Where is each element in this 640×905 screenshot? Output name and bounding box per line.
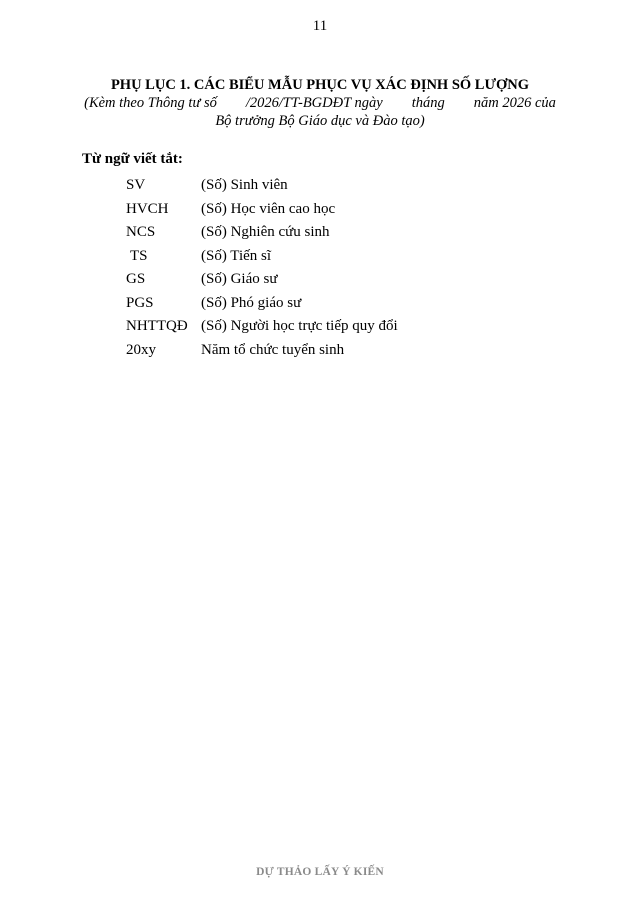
list-item [126, 315, 398, 339]
abbreviation-term: NCS [126, 224, 156, 240]
list-item [126, 268, 398, 292]
list-item [126, 292, 398, 316]
abbreviation-term: TS [130, 247, 148, 264]
list-item [126, 221, 398, 245]
abbreviation-definition: (Số) Học viên cao học [201, 200, 336, 217]
abbreviation-term: GS [126, 271, 146, 287]
abbreviation-definition: (Số) Người học trực tiếp quy đổi [201, 318, 398, 334]
abbreviation-definition: (Số) Nghiên cứu sinh [201, 224, 330, 240]
appendix-subtitle [60, 94, 580, 130]
abbreviation-definition: (Số) Phó giáo sư [201, 294, 302, 311]
list-item [126, 339, 398, 363]
subtitle-line-2: Bộ trưởng Bộ Giáo dục và Đào tạo) [215, 113, 425, 129]
page-number: 11 [312, 18, 328, 34]
abbreviation-definition: (Số) Sinh viên [201, 177, 288, 193]
draft-watermark-footer: DỰ THẢO LẤY Ý KIẾN [256, 866, 384, 878]
abbreviation-term: NHTTQĐ [126, 318, 188, 334]
abbreviation-definition: Năm tổ chức tuyển sinh [201, 341, 345, 358]
abbreviation-term: SV [126, 177, 146, 193]
list-item [126, 174, 398, 198]
list-item [126, 245, 398, 269]
abbreviation-definition: (Số) Tiến sĩ [201, 247, 272, 264]
subtitle-line-1: (Kèm theo Thông tư số /2026/TT-BGDĐT ngày tháng năm 2026 của [84, 95, 556, 111]
abbreviation-term: HVCH [126, 200, 169, 217]
abbreviations-list [126, 174, 398, 362]
abbreviations-heading: Từ ngữ viết tắt: [82, 151, 183, 167]
abbreviation-term: 20xy [126, 341, 156, 358]
title-block [60, 76, 580, 130]
appendix-title: PHỤ LỤC 1. CÁC BIỂU MẪU PHỤC VỤ XÁC ĐỊNH SỐ LƯỢNG [110, 77, 530, 93]
list-item [126, 198, 398, 222]
abbreviation-definition: (Số) Giáo sư [201, 271, 278, 287]
abbreviation-term: PGS [126, 294, 154, 311]
